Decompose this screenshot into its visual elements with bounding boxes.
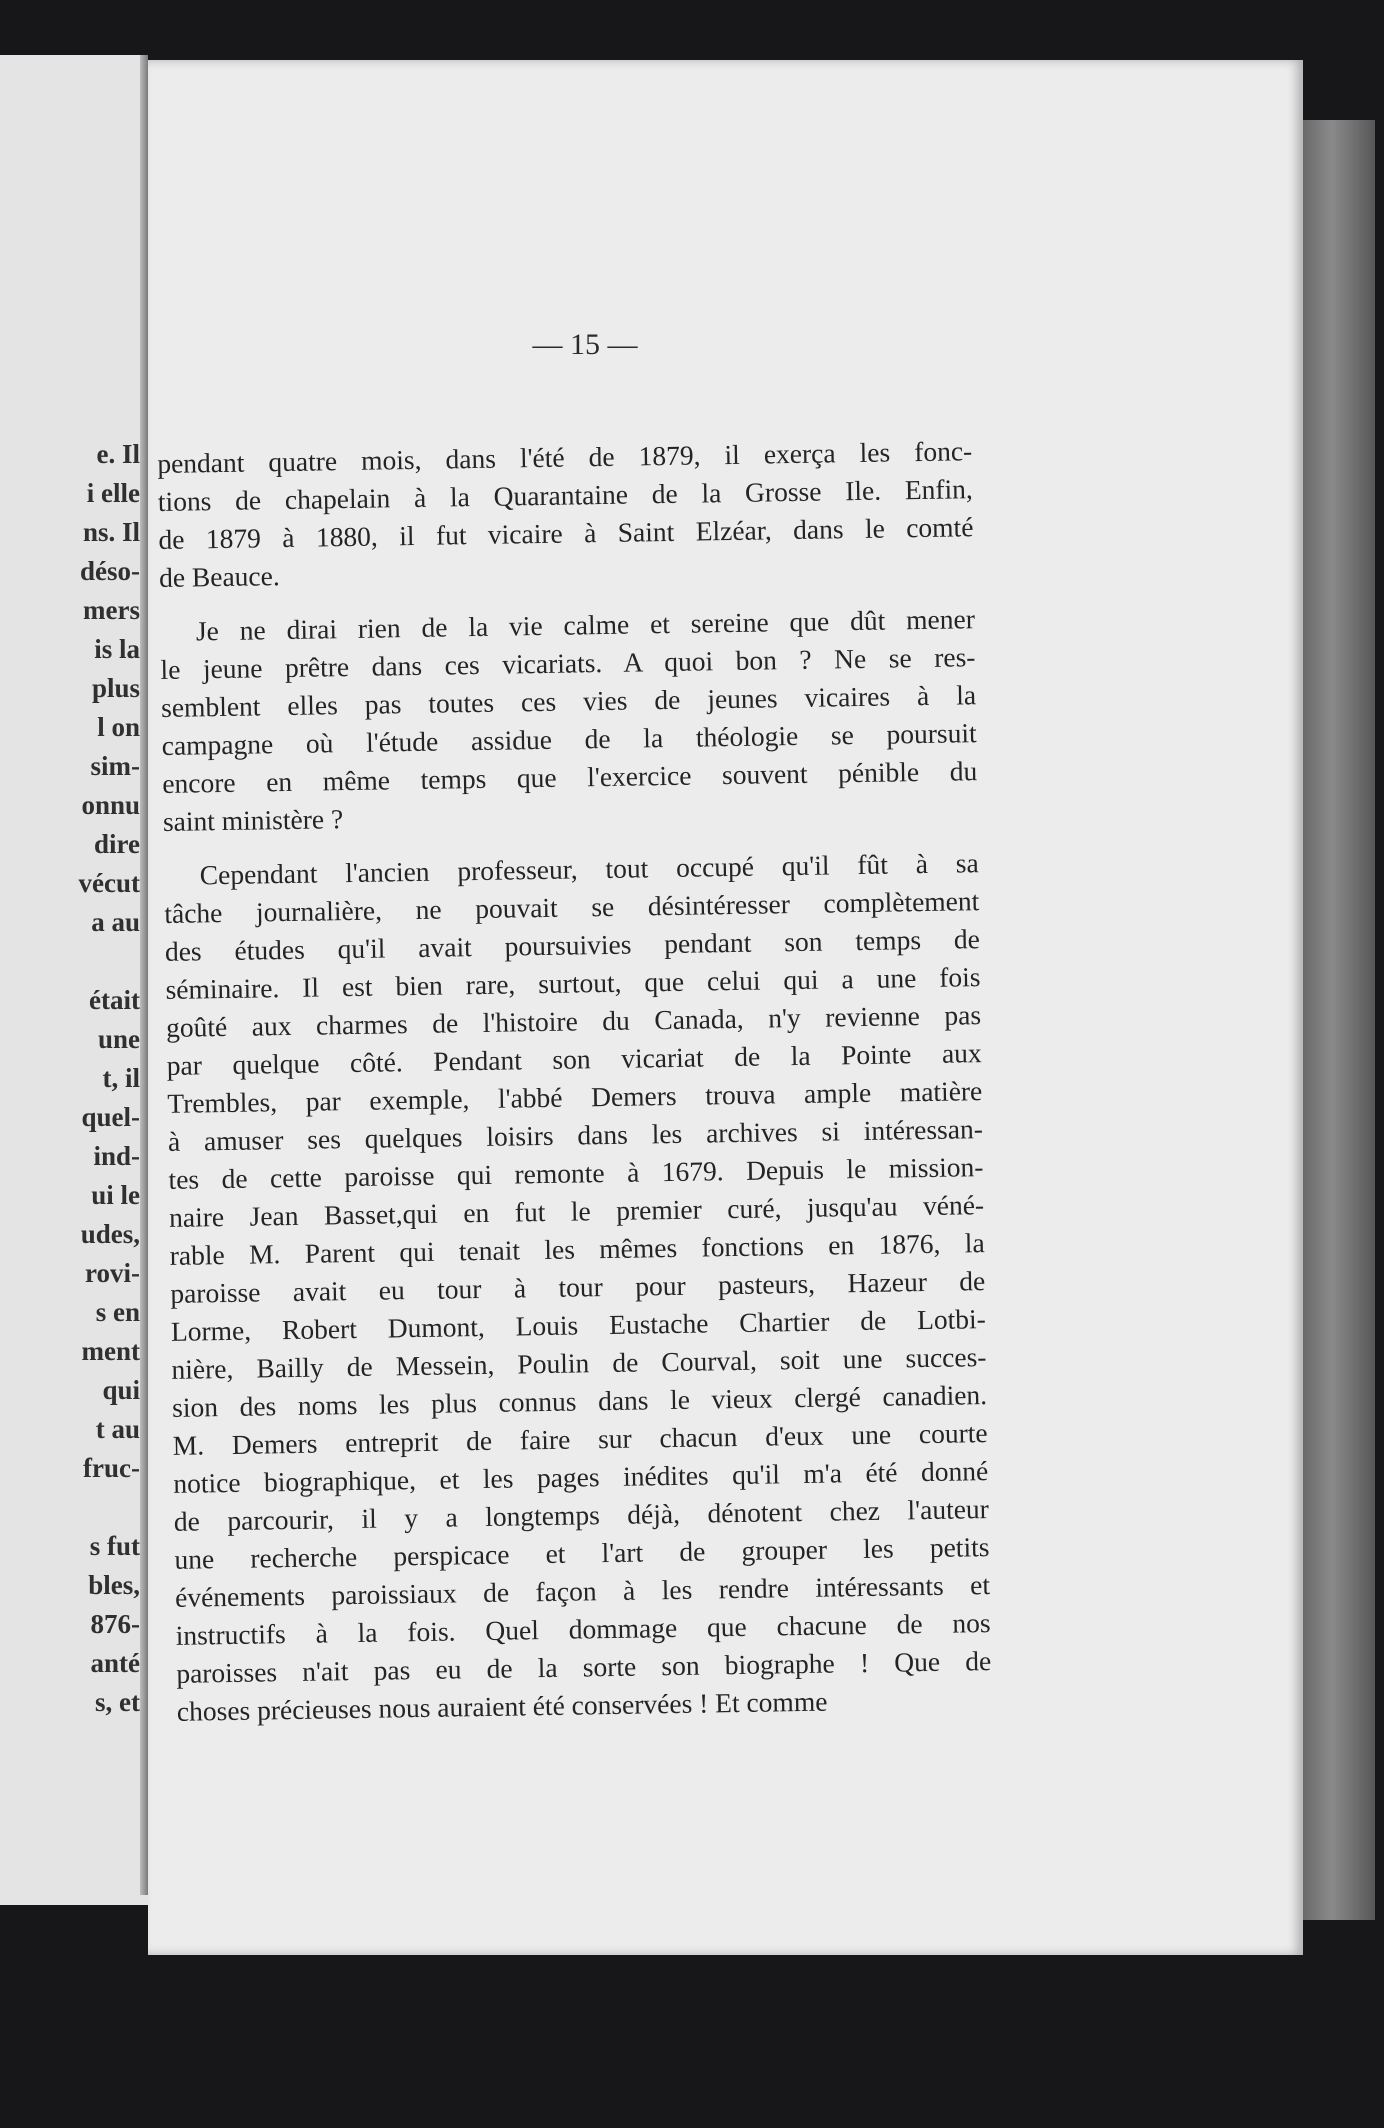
text-line: de Beauce.	[158, 560, 280, 593]
text-line: naire Jean Basset,qui en fut le premier curé, jusqu'au véné-	[168, 1189, 985, 1233]
left-line-fragment: quel-	[81, 1102, 140, 1132]
text-line: séminaire. Il est bien rare, surtout, que celui qui a une fois	[165, 961, 981, 1005]
left-line-fragment	[79, 942, 140, 981]
text-line: campagne où l'étude assidue de la théologie se poursuit	[161, 717, 977, 761]
text-line: le jeune prêtre dans ces vicariats. A quoi bon ? Ne se res-	[160, 641, 976, 685]
text-line: paroisse avait eu tour à tour pour pasteurs, Hazeur de	[170, 1265, 986, 1309]
text-line: tes de cette paroisse qui remonte à 1679. Depuis le mission-	[168, 1151, 984, 1195]
paragraph	[157, 432, 974, 597]
left-line-fragment: is la	[94, 634, 140, 664]
text-line: paroisses n'ait pas eu de la sorte son biographe ! Que de	[176, 1645, 992, 1689]
left-line-fragment: udes,	[80, 1219, 140, 1249]
left-page	[0, 55, 148, 1905]
text-line: événements paroissiaux de façon à les rendre intéressants et	[174, 1569, 991, 1613]
left-line-fragment: ment	[81, 1336, 140, 1366]
left-line-fragment: fruc-	[83, 1453, 140, 1483]
text-line: de parcourir, il y a longtemps déjà, dénotent chez l'auteur	[173, 1493, 990, 1537]
text-line: tâche journalière, ne pouvait se désintéresser complètement	[164, 885, 980, 929]
book-gutter	[140, 55, 148, 1895]
text-line: rable M. Parent qui tenait les mêmes fonctions en 1876, la	[169, 1227, 985, 1271]
text-line: saint ministère ?	[162, 803, 344, 837]
left-line-fragment: bles,	[88, 1570, 140, 1600]
text-line: choses précieuses nous auraient été conservées ! Et comme	[176, 1685, 828, 1727]
text-line: M. Demers entreprit de faire sur chacun d'eux une courte	[172, 1417, 988, 1461]
text-line: Cependant l'ancien professeur, tout occupé qu'il fût à sa	[199, 847, 979, 891]
text-line: à amuser ses quelques loisirs dans les archives si intéressan-	[167, 1113, 984, 1157]
left-line-fragment: onnu	[81, 790, 140, 820]
paragraph	[163, 844, 992, 1731]
left-line-fragment: dire	[94, 829, 140, 859]
text-line: tions de chapelain à la Quarantaine de la Grosse Ile. Enfin,	[157, 473, 974, 517]
left-page-text	[79, 435, 140, 1722]
left-line-fragment: a au	[91, 907, 140, 937]
left-line-fragment: ns. Il	[82, 517, 140, 547]
left-line-fragment: 876-	[90, 1609, 140, 1639]
left-line-fragment: vécut	[78, 868, 140, 898]
left-line-fragment: rovi-	[85, 1258, 140, 1288]
text-line: une recherche perspicace et l'art de grouper les petits	[174, 1531, 990, 1575]
left-line-fragment: s fut	[89, 1531, 140, 1561]
page-edge	[1303, 120, 1375, 1920]
text-line: Lorme, Robert Dumont, Louis Eustache Chartier de Lotbi-	[170, 1303, 987, 1347]
text-line: goûté aux charmes de l'histoire du Canada, n'y revienne pas	[165, 999, 982, 1043]
text-line: nière, Bailly de Messein, Poulin de Courval, soit une succes-	[171, 1341, 987, 1385]
text-line: par quelque côté. Pendant son vicariat de la Pointe aux	[166, 1037, 982, 1081]
left-line-fragment: i elle	[86, 478, 140, 508]
text-line: notice biographique, et les pages inédites qu'il m'a été donné	[173, 1455, 989, 1499]
left-line-fragment: était	[89, 985, 140, 1015]
left-line-fragment: déso-	[80, 556, 140, 586]
left-line-fragment: qui	[102, 1375, 140, 1405]
left-line-fragment: t au	[95, 1414, 140, 1444]
text-line: Je ne dirai rien de la vie calme et sereine que dût mener	[195, 603, 976, 647]
left-line-fragment: sim-	[90, 751, 140, 781]
page-body	[157, 432, 992, 1731]
left-line-fragment: ui le	[91, 1180, 140, 1210]
left-line-fragment: s, et	[95, 1687, 140, 1717]
left-line-fragment: e. Il	[96, 439, 140, 469]
left-line-fragment: l on	[97, 712, 140, 742]
left-line-fragment: anté	[90, 1648, 140, 1678]
text-line: sion des noms les plus connus dans le vieux clergé canadien.	[171, 1379, 988, 1423]
text-line: de 1879 à 1880, il fut vicaire à Saint Elzéar, dans le comté	[158, 511, 974, 555]
text-line: semblent elles pas toutes ces vies de jeunes vicaires à la	[160, 679, 977, 723]
text-line: des études qu'il avait poursuivies pendant son temps de	[164, 923, 981, 967]
left-line-fragment	[79, 1488, 140, 1527]
left-line-fragment: s en	[95, 1297, 140, 1327]
left-line-fragment: une	[97, 1024, 140, 1054]
text-line: encore en même temps que l'exercice souvent pénible du	[162, 755, 978, 799]
left-line-fragment: plus	[91, 673, 140, 703]
text-line: Trembles, par exemple, l'abbé Demers trouva ample matière	[167, 1075, 983, 1119]
text-line: instructifs à la fois. Quel dommage que chacune de nos	[175, 1607, 991, 1651]
page-number: — 15 —	[532, 328, 638, 361]
left-line-fragment: t, il	[102, 1063, 140, 1093]
left-line-fragment: mers	[83, 595, 140, 625]
paragraph	[160, 600, 978, 841]
text-line: pendant quatre mois, dans l'été de 1879, il exerça les fonc-	[157, 435, 973, 479]
left-line-fragment: ind-	[93, 1141, 140, 1171]
